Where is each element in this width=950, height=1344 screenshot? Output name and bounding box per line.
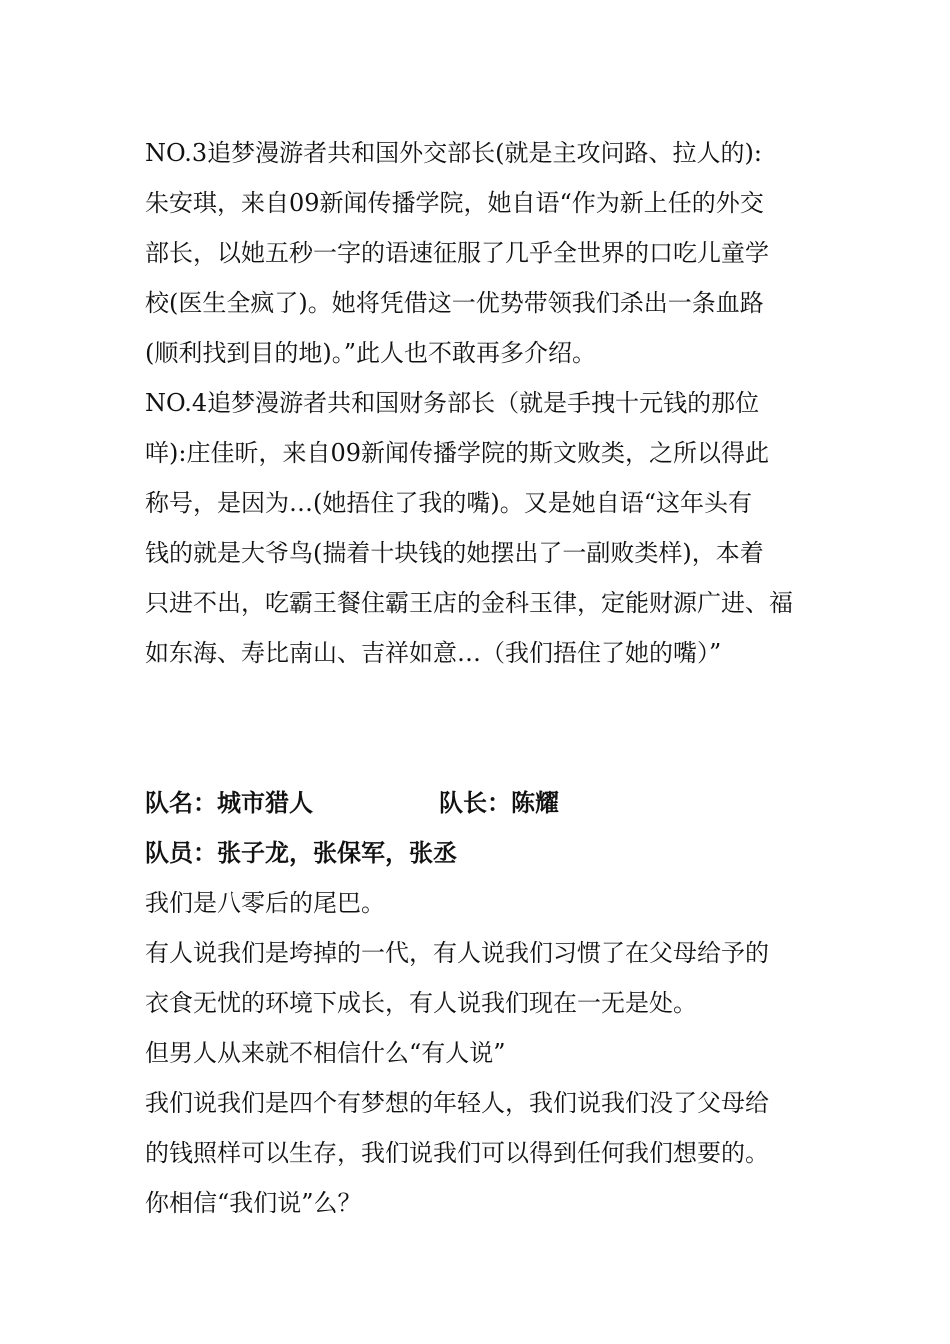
section-gap [145,678,815,778]
team-captain: 队长：陈耀 [439,789,559,817]
text-line: 校(医生全疯了)。她将凭借这一优势带领我们杀出一条血路 [145,289,764,317]
text-line: 有人说我们是垮掉的一代，有人说我们习惯了在父母给予的 [145,939,769,967]
text-line: NO.4追梦漫游者共和国财务部长（就是手拽十元钱的那位 [145,389,760,417]
text-line: 只进不出，吃霸王餐住霸王店的金科玉律，定能财源广进、福 [145,589,793,617]
text-line: 我们是八零后的尾巴。 [145,889,385,917]
team-members: 队员：张子龙，张保军，张丞 [145,839,457,867]
team-members-row [145,828,815,878]
text-line: 咩):庄佳昕，来自09新闻传播学院的斯文败类，之所以得此 [145,439,769,467]
text-line: 但男人从来就不相信什么“有人说” [145,1039,506,1067]
text-line: NO.3追梦漫游者共和国外交部长(就是主攻问路、拉人的): [145,139,762,167]
team-name: 队名：城市猎人 [145,789,313,817]
text-line: 衣食无忧的环境下成长，有人说我们现在一无是处。 [145,989,697,1017]
text-line: 的钱照样可以生存，我们说我们可以得到任何我们想要的。 [145,1139,769,1167]
team-paragraphs [145,878,815,1228]
text-line: 我们说我们是四个有梦想的年轻人，我们说我们没了父母给 [145,1089,769,1117]
text-line: 部长，以她五秒一字的语速征服了几乎全世界的口吃儿童学 [145,239,769,267]
text-line: 称号，是因为…(她捂住了我的嘴)。又是她自语“这年头有 [145,489,752,517]
text-line: 如东海、寿比南山、吉祥如意…（我们捂住了她的嘴）” [145,639,722,667]
text-line: 朱安琪，来自09新闻传播学院，她自语“作为新上任的外交 [145,189,764,217]
team-header [145,778,815,828]
text-line: 钱的就是大爷鸟(揣着十块钱的她摆出了一副败类样)，本着 [145,539,764,567]
intro-paragraphs [145,128,815,678]
text-line: 你相信“我们说”么？ [145,1189,362,1217]
text-line: (顺利找到目的地)。”此人也不敢再多介绍。 [145,339,596,367]
document-content [145,128,815,1228]
